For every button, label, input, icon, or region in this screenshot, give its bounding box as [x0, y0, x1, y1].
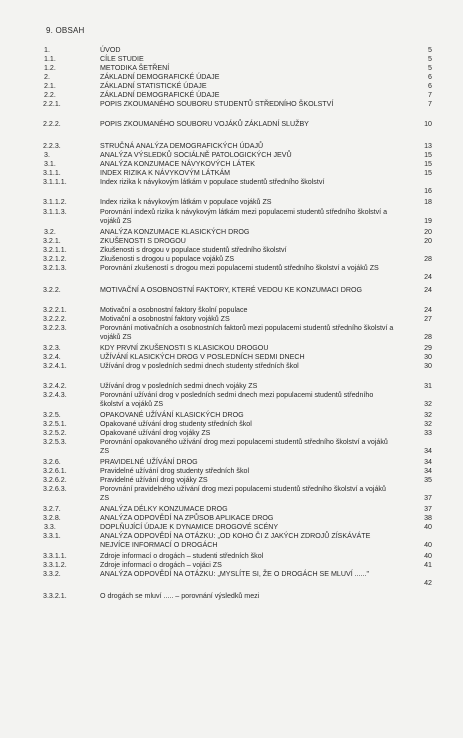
toc-entry-title: POPIS ZKOUMANÉHO SOUBORU VOJÁKŮ ZÁKLADNÍ SLUŽBY — [100, 120, 309, 128]
toc-entry-page: 40 — [424, 552, 432, 560]
toc-entry-title: Porovnání zkušeností s drogou mezi populacemi studentů středního školství a vojáků ZS — [100, 264, 379, 272]
toc-entry-title: UŽÍVÁNÍ KLASICKÝCH DROG V POSLEDNÍCH SEDMI DNECH — [100, 353, 305, 361]
toc-entry-title: Opakované užívání drog studenty středních škol — [100, 420, 252, 428]
toc-entry-page: 7 — [428, 100, 432, 108]
toc-entry-title: METODIKA ŠETŘENÍ — [100, 64, 170, 72]
toc-entry-title: Zkušenosti s drogou u populace vojáků ZS — [100, 255, 235, 263]
toc-entry-title: ANALÝZA KONZUMACE KLASICKÝCH DROG — [100, 228, 250, 236]
toc-entry-title: KDY PRVNÍ ZKUŠENOSTI S KLASICKOU DROGOU — [100, 344, 269, 352]
toc-entry-title: ANALÝZA ODPOVĚDÍ NA ZPŮSOB APLIKACE DROG — [100, 514, 274, 522]
toc-entry-number: 3.2. — [44, 228, 56, 236]
toc-entry-page: 42 — [424, 579, 432, 587]
toc-entry-title: ZÁKLADNÍ DEMOGRAFICKÉ ÚDAJE — [100, 73, 220, 81]
toc-entry-page: 5 — [428, 64, 432, 72]
toc-entry-number: 3.2.1.3. — [43, 264, 67, 272]
toc-entry-title: ANALÝZA VÝSLEDKŮ SOCIÁLNĚ PATOLOGICKÝCH JEVŮ — [100, 151, 292, 159]
toc-entry-page: 34 — [424, 467, 432, 475]
toc-entry-title: ANALÝZA ODPOVĚDÍ NA OTÁZKU: „MYSLÍTE SI, ŽE O DROGÁCH SE MLUVÍ ......" — [100, 570, 369, 578]
toc-entry-number: 3.2.2. — [43, 286, 61, 294]
toc-entry-number: 3.2.2.3. — [43, 324, 67, 332]
toc-entry-number: 3.2.6.3. — [43, 485, 67, 493]
toc-entry-title: MOTIVAČNÍ A OSOBNOSTNÍ FAKTORY, KTERÉ VEDOU KE KONZUMACI DROG — [100, 286, 362, 294]
toc-entry-number: 3.2.5.3. — [43, 438, 67, 446]
toc-entry-title: ANALÝZA DÉLKY KONZUMACE DROG — [100, 505, 228, 513]
toc-entry-page: 20 — [424, 228, 432, 236]
toc-entry-number: 3.2.6. — [43, 458, 61, 466]
toc-entry-number: 3.2.5.2. — [43, 429, 67, 437]
toc-entry-title: Užívání drog v posledních sedmi dnech vojáky ZS — [100, 382, 258, 390]
toc-entry-title: Porovnání pravidelného užívání drog mezi populacemi studentů středního školství a vojáků ZS — [100, 485, 386, 502]
toc-entry-number: 2.2.3. — [43, 142, 61, 150]
toc-entry-number: 3.3.1.1. — [43, 552, 67, 560]
toc-entry-title: Porovnání užívání drog v posledních sedmi dnech mezi populacemi studentů středního školství a vojáků ZS — [100, 391, 374, 408]
toc-entry-title: ÚVOD — [100, 46, 121, 54]
toc-entry-title: Motivační a osobnostní faktory školní populace — [100, 306, 248, 314]
toc-entry-title: Index rizika k návykovým látkám v populace vojáků ZS — [100, 198, 272, 206]
toc-entry-page: 30 — [424, 362, 432, 370]
toc-entry-number: 3.2.6.2. — [43, 476, 67, 484]
toc-entry-number: 3.1.1. — [43, 169, 61, 177]
toc-entry-page: 15 — [424, 151, 432, 159]
toc-entry-page: 7 — [428, 91, 432, 99]
page-title: 9. OBSAH — [46, 26, 85, 35]
toc-entry-page: 37 — [424, 494, 432, 502]
toc-entry-number: 3.3.1. — [43, 532, 61, 540]
toc-entry-number: 3.2.5.1. — [43, 420, 67, 428]
toc-entry-number: 2.2.2. — [43, 120, 61, 128]
toc-entry-page: 6 — [428, 82, 432, 90]
toc-entry-page: 20 — [424, 237, 432, 245]
toc-entry-page: 38 — [424, 514, 432, 522]
toc-entry-number: 3.1. — [44, 160, 56, 168]
toc-entry-page: 28 — [424, 255, 432, 263]
toc-entry-number: 3.1.1.1. — [43, 178, 67, 186]
toc-entry-number: 1.2. — [44, 64, 56, 72]
toc-entry-title: ZÁKLADNÍ STATISTICKÉ ÚDAJE — [100, 82, 207, 90]
toc-entry-title: STRUČNÁ ANALÝZA DEMOGRAFICKÝCH ÚDAJŮ — [100, 142, 264, 150]
toc-entry-number: 3.2.6.1. — [43, 467, 67, 475]
toc-entry-number: 1. — [44, 46, 50, 54]
toc-entry-number: 2.2.1. — [43, 100, 61, 108]
toc-entry-page: 34 — [424, 447, 432, 455]
toc-entry-number: 3.2.4. — [43, 353, 61, 361]
toc-entry-page: 5 — [428, 55, 432, 63]
toc-entry-page: 41 — [424, 561, 432, 569]
toc-entry-title: ANALÝZA KONZUMACE NÁVYKOVÝCH LÁTEK — [100, 160, 255, 168]
toc-entry-title: ZKUŠENOSTI S DROGOU — [100, 237, 186, 245]
toc-entry-page: 33 — [424, 429, 432, 437]
toc-entry-title: ANALÝZA ODPOVĚDÍ NA OTÁZKU: „OD KOHO ČI Z JAKÝCH ZDROJŮ ZÍSKÁVÁTE NEJVÍCE INFORMACÍ O DROGÁCH — [100, 532, 371, 549]
toc-entry-title: Pravidelné užívání drog vojáky ZS — [100, 476, 208, 484]
toc-entry-number: 3.2.1. — [43, 237, 61, 245]
toc-entry-title: O drogách se mluví ..... – porovnání výsledků mezi — [100, 592, 260, 600]
toc-entry-page: 24 — [424, 286, 432, 294]
toc-entry-number: 2.2. — [44, 91, 56, 99]
toc-entry-title: PRAVIDELNÉ UŽÍVÁNÍ DROG — [100, 458, 198, 466]
toc-entry-page: 6 — [428, 73, 432, 81]
toc-entry-number: 3.2.5. — [43, 411, 61, 419]
toc-entry-number: 2. — [44, 73, 50, 81]
toc-entry-page: 28 — [424, 333, 432, 341]
toc-entry-page: 35 — [424, 476, 432, 484]
toc-entry-page: 30 — [424, 353, 432, 361]
toc-entry-page: 32 — [424, 411, 432, 419]
toc-entry-number: 3.3.2.1. — [43, 592, 67, 600]
toc-entry-number: 1.1. — [44, 55, 56, 63]
toc-entry-page: 5 — [428, 46, 432, 54]
toc-entry-title: Užívání drog v posledních sedmi dnech studenty středních škol — [100, 362, 299, 370]
toc-entry-number: 3.1.1.2. — [43, 198, 67, 206]
toc-entry-title: POPIS ZKOUMANÉHO SOUBORU STUDENTŮ STŘEDNÍHO ŠKOLSTVÍ — [100, 100, 334, 108]
toc-entry-title: Pravidelné užívání drog studenty středních škol — [100, 467, 250, 475]
toc-entry-page: 10 — [424, 120, 432, 128]
toc-entry-title: CÍLE STUDIE — [100, 55, 144, 63]
toc-entry-number: 3.2.7. — [43, 505, 61, 513]
toc-entry-number: 3. — [44, 151, 50, 159]
toc-entry-page: 40 — [424, 523, 432, 531]
toc-entry-title: Porovnání indexů rizika k návykovým látkám mezi populacemi studentů středního školství a vojáků ZS — [100, 208, 388, 225]
toc-entry-title: Porovnání motivačních a osobnostních faktorů mezi populacemi studentů středního školství a vojáků ZS — [100, 324, 394, 341]
toc-entry-number: 3.3. — [44, 523, 56, 531]
toc-entry-page: 15 — [424, 160, 432, 168]
toc-entry-number: 3.2.3. — [43, 344, 61, 352]
toc-entry-title: Porovnání opakovaného užívání drog mezi populacemi studentů středního školství a vojáků ZS — [100, 438, 388, 455]
toc-entry-number: 3.2.4.2. — [43, 382, 67, 390]
toc-entry-title: Zkušenosti s drogou v populace studentů středního školství — [100, 246, 287, 254]
toc-entry-page: 29 — [424, 344, 432, 352]
toc-entry-number: 3.3.2. — [43, 570, 61, 578]
toc-entry-number: 3.2.8. — [43, 514, 61, 522]
toc-entry-number: 3.2.4.1. — [43, 362, 67, 370]
toc-entry-page: 32 — [424, 400, 432, 408]
toc-entry-number: 3.1.1.3. — [43, 208, 67, 216]
toc-entry-number: 3.2.1.2. — [43, 255, 67, 263]
toc-entry-page: 37 — [424, 505, 432, 513]
toc-entry-number: 3.2.1.1. — [43, 246, 67, 254]
toc-entry-title: OPAKOVANÉ UŽÍVÁNÍ KLASICKÝCH DROG — [100, 411, 244, 419]
toc-entry-number: 3.2.4.3. — [43, 391, 67, 399]
toc-entry-title: Opakované užívání drog vojáky ZS — [100, 429, 211, 437]
toc-entry-title: Zdroje informací o drogách – vojáci ZS — [100, 561, 222, 569]
toc-entry-number: 3.2.2.1. — [43, 306, 67, 314]
toc-entry-page: 13 — [424, 142, 432, 150]
toc-entry-page: 40 — [424, 541, 432, 549]
toc-entry-page: 19 — [424, 217, 432, 225]
toc-entry-page: 18 — [424, 198, 432, 206]
toc-entry-page: 15 — [424, 169, 432, 177]
toc-entry-number: 3.3.1.2. — [43, 561, 67, 569]
toc-entry-title: Index rizika k návykovým látkám v populace studentů středního školství — [100, 178, 325, 186]
toc-entry-page: 27 — [424, 315, 432, 323]
toc-entry-title: INDEX RIZIKA K NÁVYKOVÝM LÁTKÁM — [100, 169, 231, 177]
toc-entry-page: 24 — [424, 306, 432, 314]
toc-entry-title: DOPLŇUJÍCÍ ÚDAJE K DYNAMICE DROGOVÉ SCÉNY — [100, 523, 279, 531]
toc-entry-title: Motivační a osobnostní faktory vojáků ZS — [100, 315, 230, 323]
toc-entry-title: Zdroje informací o drogách – studenti středních škol — [100, 552, 264, 560]
toc-entry-page: 34 — [424, 458, 432, 466]
toc-entry-page: 31 — [424, 382, 432, 390]
toc-entry-number: 2.1. — [44, 82, 56, 90]
toc-entry-page: 32 — [424, 420, 432, 428]
toc-entry-title: ZÁKLADNÍ DEMOGRAFICKÉ ÚDAJE — [100, 91, 220, 99]
toc-entry-number: 3.2.2.2. — [43, 315, 67, 323]
toc-entry-page: 24 — [424, 273, 432, 281]
toc-entry-page: 16 — [424, 187, 432, 195]
